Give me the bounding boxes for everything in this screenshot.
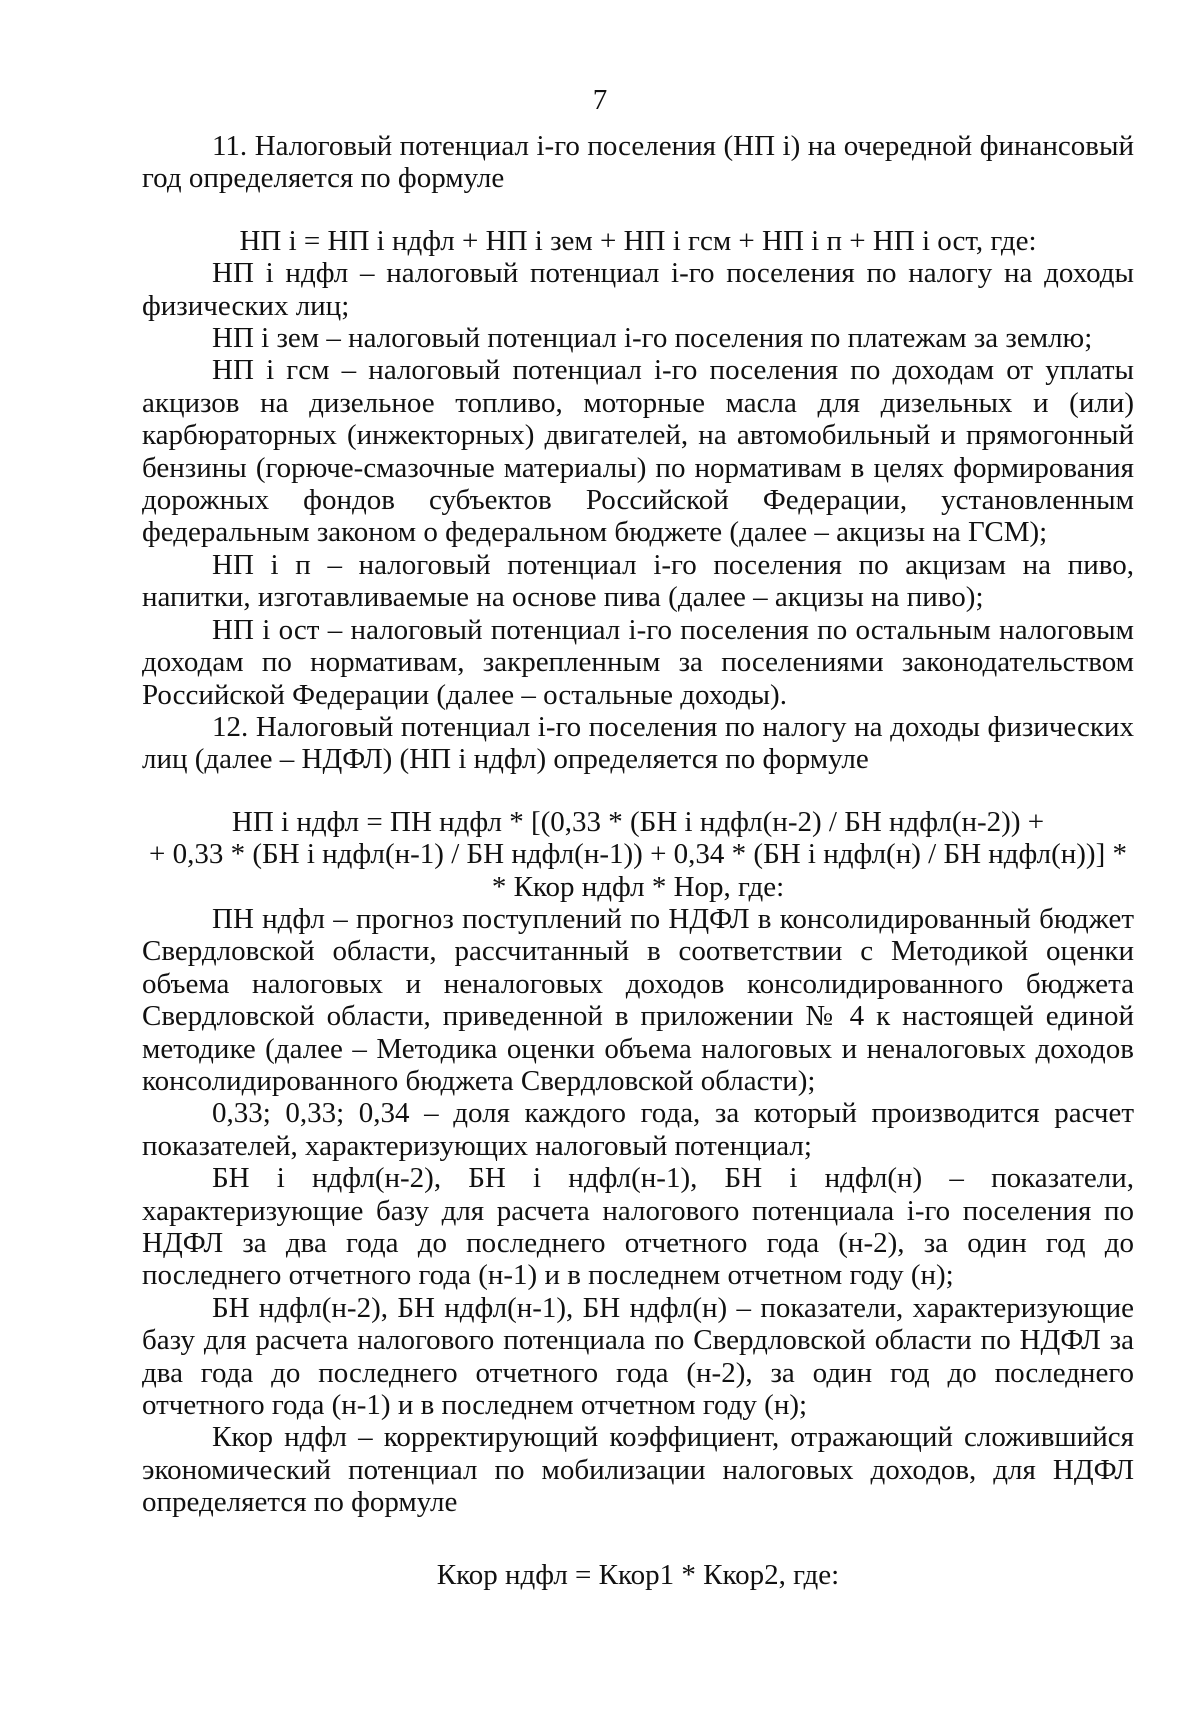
definition-np-i-ost: НП i ост – налоговый потенциал i-го поселения по остальным налоговым доходам по нормативам, закрепленным за поселениями законодательством Российской Федерации (далее – остальные доходы).: [142, 613, 1134, 711]
definition-bn-ndfl: БН ндфл(н-2), БН ндфл(н-1), БН ндфл(н) – показатели, характеризующие базу для расчета налогового потенциала по Свердловской области по НДФЛ за два года до последнего отчетного года (н-2), за один год до последнего отчетного года (н-1) и в последнем отчетном году (н);: [142, 1291, 1134, 1422]
formula-np-i-ndfl-line-1: НП i ндфл = ПН ндфл * [(0,33 * (БН i ндфл(н-2) / БН ндфл(н-2)) +: [231, 805, 1045, 838]
paragraph-12-intro: 12. Налоговый потенциал i-го поселения по налогу на доходы физических лиц (далее – НДФЛ) (НП i ндфл) определяется по формуле: [142, 710, 1134, 776]
formula-np-i: НП i = НП i ндфл + НП i зем + НП i гсм + НП i п + НП i ост, где:: [239, 224, 1037, 257]
definition-np-i-p: НП i п – налоговый потенциал i-го поселения по акцизам на пиво, напитки, изготавливаемые на основе пива (далее – акцизы на пиво);: [142, 548, 1134, 614]
definition-np-i-zem: НП i зем – налоговый потенциал i-го поселения по платежам за землю;: [212, 322, 1093, 355]
definition-kkor-ndfl: Ккор ндфл – корректирующий коэффициент, отражающий сложившийся экономический потенциал по мобилизации налоговых доходов, для НДФЛ определяется по формуле: [142, 1421, 1134, 1519]
formula-np-i-ndfl-line-2: + 0,33 * (БН i ндфл(н-1) / БН ндфл(н-1)) + 0,34 * (БН i ндфл(н) / БН ндфл(н))] *: [148, 838, 1127, 871]
definition-np-i-ndfl: НП i ндфл – налоговый потенциал i-го поселения по налогу на доходы физических лиц;: [142, 257, 1134, 322]
definition-np-i-gsm: НП i гсм – налоговый потенциал i-го поселения по доходам от уплаты акцизов на дизельное топливо, моторные масла для дизельных и (или) карбюраторных (инжекторных) двигателей, на автомобильный и прямогонный бензины (горюче-смазочные материалы) по нормативам в целях формирования дорожных фондов субъектов Российской Федерации, установленным федеральным законом о федеральном бюджете (далее – акцизы на ГСМ);: [142, 354, 1134, 549]
definition-pn-ndfl: ПН ндфл – прогноз поступлений по НДФЛ в консолидированный бюджет Свердловской области, рассчитанный в соответствии с Методикой оценки объема налоговых и неналоговых доходов консолидированного бюджета Свердловской области, приведенной в приложении № 4 к настоящей единой методике (далее – Методика оценки объема налоговых и неналоговых доходов консолидированного бюджета Свердловской области);: [142, 902, 1134, 1097]
formula-kkor-ndfl: Ккор ндфл = Ккор1 * Ккор2, где:: [436, 1558, 840, 1591]
paragraph-11-intro: 11. Налоговый потенциал i-го поселения (НП i) на очередной финансовый год определяется по формуле: [142, 130, 1134, 195]
document-body: [142, 130, 1134, 1591]
definition-bn-i-ndfl: БН i ндфл(н-2), БН i ндфл(н-1), БН i ндфл(н) – показатели, характеризующие базу для расчета налогового потенциала i-го поселения по НДФЛ за два года до последнего отчетного года (н-2), за один год до последнего отчетного года (н-1) и в последнем отчетном году (н);: [142, 1162, 1134, 1292]
formula-np-i-ndfl-line-3: * Ккор ндфл * Нор, где:: [491, 870, 785, 903]
definition-year-shares: 0,33; 0,33; 0,34 – доля каждого года, за который производится расчет показателей, характеризующих налоговый потенциал;: [142, 1097, 1134, 1162]
page-number: 7: [592, 84, 608, 116]
